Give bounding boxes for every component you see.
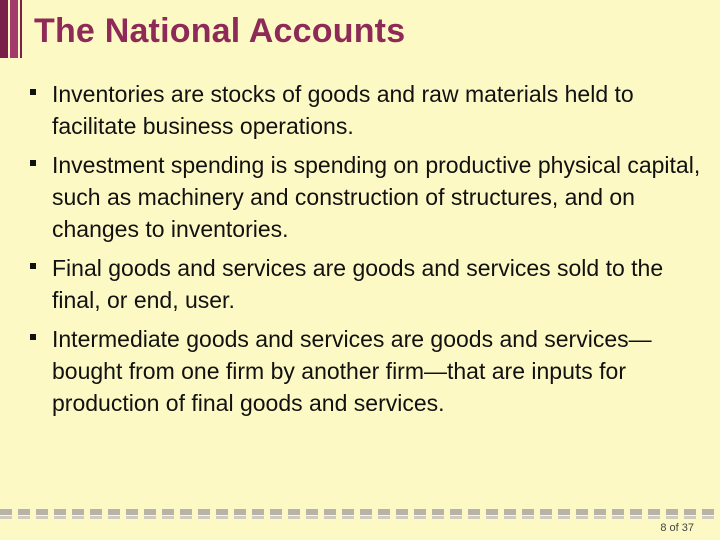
bullet-text: Final goods and services are goods and services sold to the final, or end, user.: [52, 255, 664, 313]
bullet-square-icon: [30, 263, 36, 269]
bullet-square-icon: [30, 334, 36, 340]
bullet-text: Intermediate goods and services are goods and services—bought from one firm by another firm—that are inputs for production of final goods and services.: [52, 326, 652, 416]
bullet-square-icon: [30, 160, 36, 166]
bullet-item: [30, 78, 702, 142]
bullet-list: [30, 78, 702, 426]
slide-title: The National Accounts: [34, 12, 406, 50]
accent-stripe: [20, 0, 22, 58]
bullet-item: [30, 149, 702, 245]
bullet-item: [30, 252, 702, 316]
bullet-square-icon: [30, 89, 36, 95]
bullet-text: Inventories are stocks of goods and raw materials held to facilitate business operations.: [52, 81, 634, 139]
bullet-item: [30, 323, 702, 419]
accent-stripe: [0, 0, 8, 58]
bullet-text: Investment spending is spending on productive physical capital, such as machinery and construction of structures, and on changes to inventories.: [52, 152, 701, 242]
footer-dashed-divider: [0, 509, 720, 515]
title-accent-bar: [0, 0, 22, 58]
footer-dashed-divider: [0, 516, 720, 519]
page-number: 8 of 37: [660, 522, 694, 534]
accent-stripe: [10, 0, 18, 58]
